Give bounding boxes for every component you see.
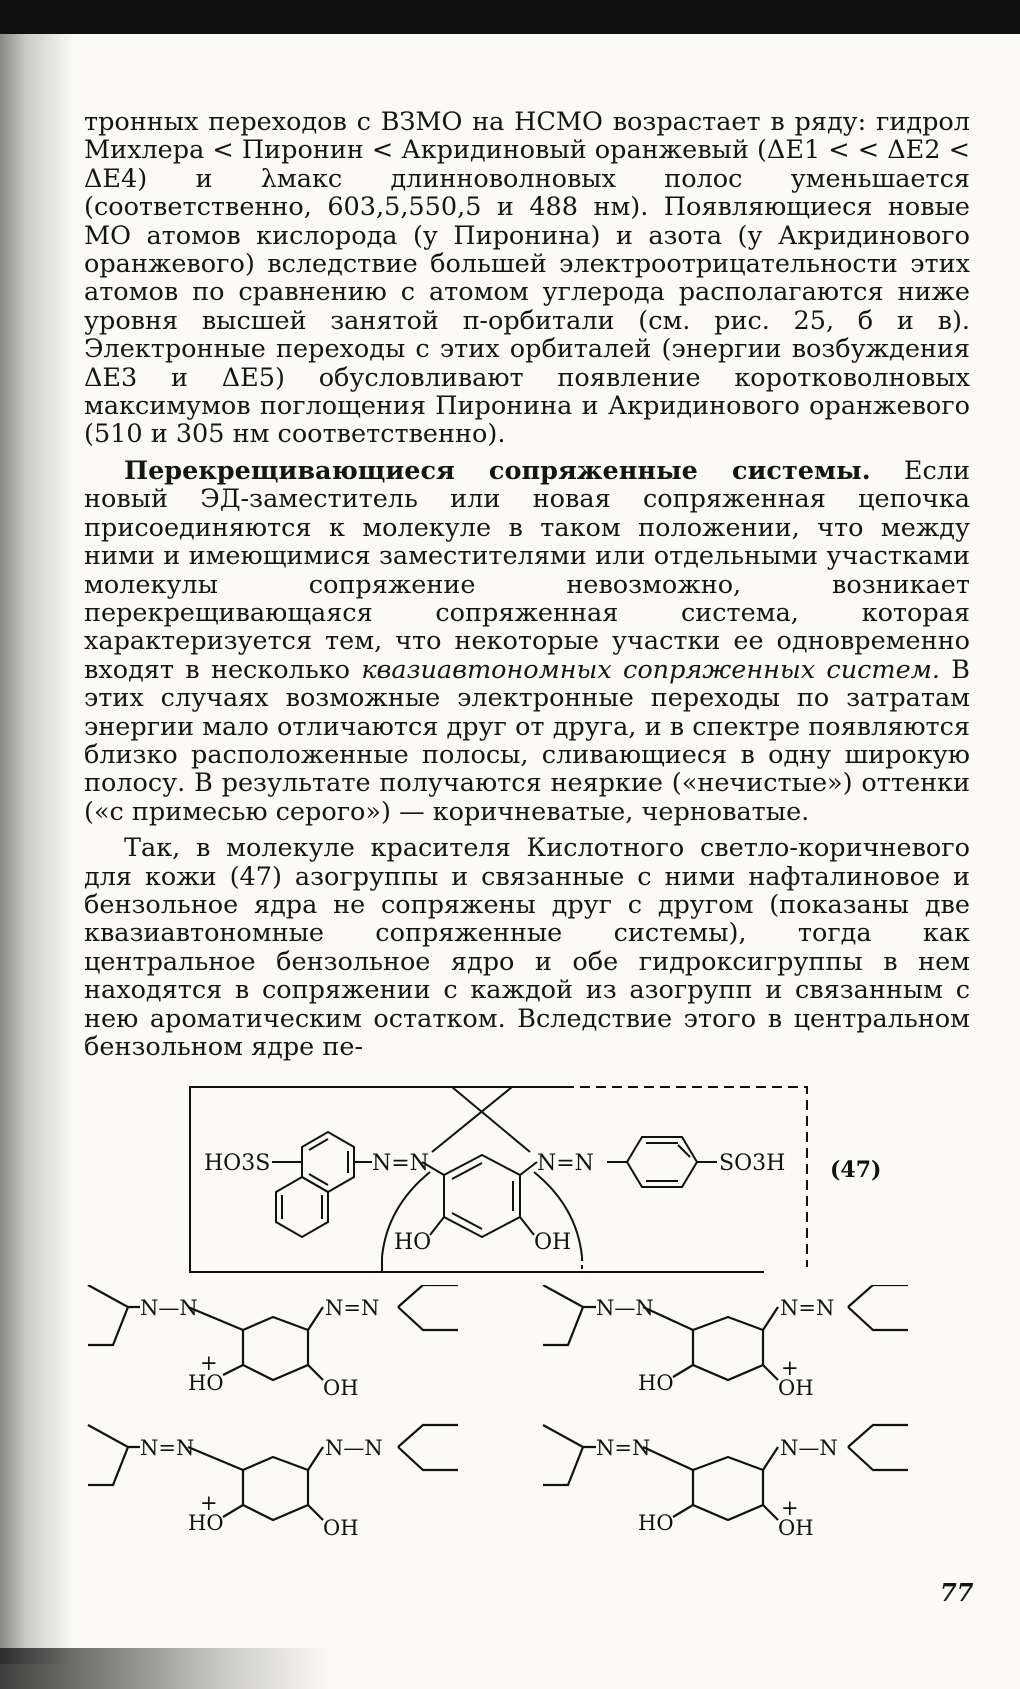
paragraph-2 (84, 457, 970, 826)
central-benzene-ring (444, 1155, 520, 1237)
s1-plus: + (200, 1351, 218, 1375)
s3-ho: HO (188, 1511, 224, 1535)
paragraph-2-part-a: Если новый ЭД-заместитель или новая сопряженная цепочка присоединяются к молекуле в таком положении, что между ними и имеющимися заместителями или отдельными участками молекулы сопряжение невозможно, возникает перекрещивающаяся сопряженная система, которая характеризуется тем, что некоторые участки ее одновременно входят в несколько (84, 455, 971, 685)
sulfo-group-left: HO3S (204, 1151, 271, 1176)
s2-plus: + (781, 1356, 799, 1380)
s2-oh: OH (778, 1376, 814, 1400)
right-benzene-ring (627, 1137, 697, 1187)
italic-term: квазиавтономных сопряженных систем. (361, 654, 940, 685)
s1-ho: HO (188, 1371, 224, 1395)
s4-oh: OH (778, 1516, 814, 1540)
paragraph-1: тронных переходов с ВЗМО на НСМО возрастает в ряду: гидрол Михлера < Пиронин < Акридиновый оранжевый (ΔE1 < < ΔE2 < ΔE4) и λмакс длинноволновых полос уменьшается (соответственно, 603,5,550,5 и 488 нм). Появляющиеся новые МО атомов кислорода (у Пиронина) и азота (у Акридинового оранжевого) вследствие большей электроотрицательности этих атомов по сравнению с атомом углерода располагаются ниже уровня высшей занятой π-орбитали (см. рис. 25, б и в). Электронные переходы с этих орбиталей (энергии возбуждения ΔE3 и ΔE5) обусловливают появление коротковолновых максимумов поглощения Пиронина и Акридинового оранжевого (510 и 305 нм соответственно). (84, 107, 970, 450)
s4-ho: HO (638, 1511, 674, 1535)
naphthalene-ring-upper (302, 1132, 354, 1192)
s1-oh: OH (323, 1376, 359, 1400)
s3-azo-b: N—N (325, 1436, 383, 1460)
page-number: 77 (940, 1578, 974, 1607)
s3-azo-a: N=N (140, 1436, 195, 1460)
s1-azo-b: N=N (325, 1296, 380, 1320)
azo-group-right: N=N (537, 1151, 594, 1176)
s2-azo-b: N=N (780, 1296, 835, 1320)
resonance-structures (78, 1285, 978, 1565)
scan-left-shadow (0, 34, 74, 1664)
s3-oh: OH (323, 1516, 359, 1540)
s4-azo-a: N=N (596, 1436, 651, 1460)
compound-label: (47) (830, 1157, 882, 1183)
sulfo-group-right: SO3H (719, 1151, 786, 1176)
body-text (84, 108, 970, 1061)
s4-azo-b: N—N (780, 1436, 838, 1460)
scan-top-border (0, 0, 1020, 34)
s3-plus: + (200, 1491, 218, 1515)
hydroxy-right: OH (534, 1230, 572, 1255)
s4-plus: + (781, 1496, 799, 1520)
hydroxy-left: HO (394, 1230, 432, 1255)
s1-azo-a: N—N (140, 1296, 198, 1320)
naphthalene-ring-lower (276, 1177, 328, 1237)
paragraph-3: Так, в молекуле красителя Кислотного светло-коричневого для кожи (47) азогруппы и связанные с ними нафталиновое и бензольное ядра не сопряжены друг с другом (показаны две квазиавтономные сопряженные системы), тогда как центральное бензольное ядро и обе гидроксигруппы в нем находятся в сопряжении с каждой из азогрупп и связанным с нею ароматическим остатком. Вследствие этого в центральном бензольном ядре пе- (84, 833, 970, 1062)
azo-group-left: N=N (372, 1151, 429, 1176)
s2-ho: HO (638, 1371, 674, 1395)
s2-azo-a: N—N (596, 1296, 654, 1320)
section-heading: Перекрещивающиеся сопряженные системы. (124, 455, 871, 486)
scan-bottom-smudge (0, 1648, 330, 1689)
structure-47 (182, 1077, 902, 1282)
paragraph-2-part-b: В этих случаях возможные электронные переходы по затратам энергии мало отличаются друг от друга, и в спектре появляются близко расположенные полосы, сливающиеся в одну широкую полосу. В результате получаются неяркие («нечистые») оттенки («с примесью серого») — коричневатые, черноватые. (84, 654, 970, 827)
